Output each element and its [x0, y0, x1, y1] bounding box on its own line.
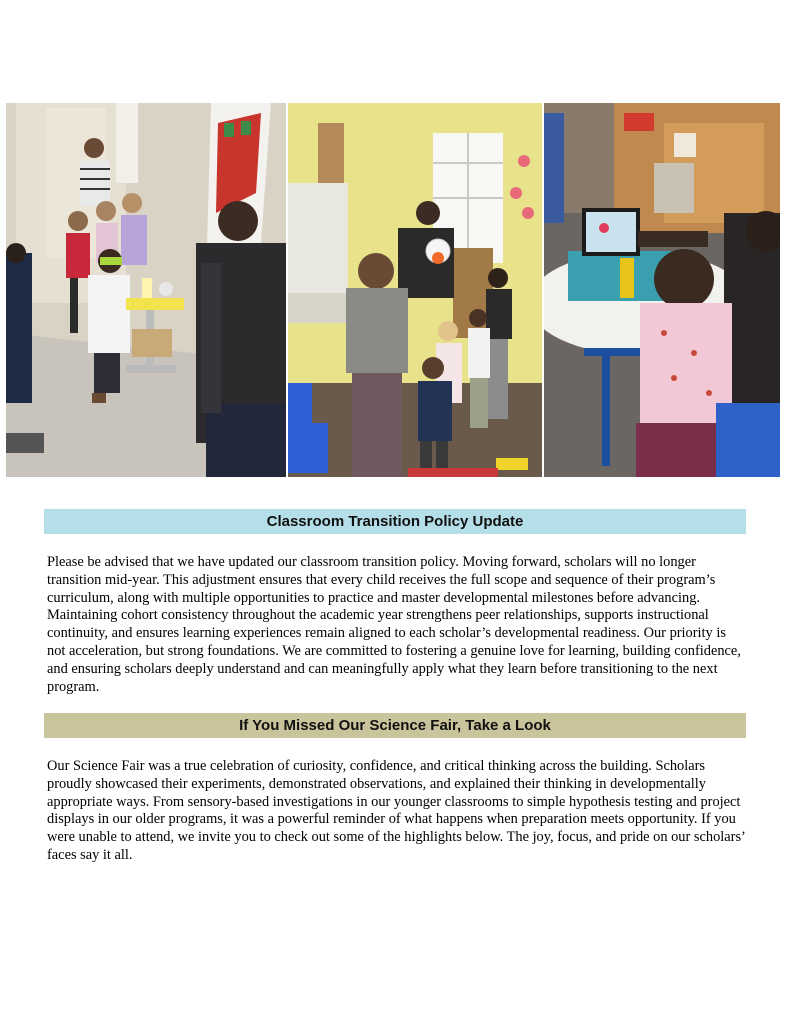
section-title: If You Missed Our Science Fair, Take a Look [239, 717, 551, 734]
transition-policy-paragraph: Please be advised that we have updated our classroom transition policy. Moving forward, scholars will no longer transition mid-year. This adjustment ensures that every child receives the full scope and sequence of their program’s curriculum, along with multiple opportunities to practice and master developmental milestones before advancing. Maintaining cohort consistency throughout the academic year strengthens peer relationships, supports instructional continuity, and ensures learning experiences remain aligned to each scholar’s developmental readiness. Our priority is not acceleration, but strong foundations. We are committed to fostering a genuine love for learning, building confidence, and ensuring scholars deeply understand and can meaningfully apply what they learn before transitioning to the next program. [47, 554, 741, 695]
photo-strip [6, 103, 780, 477]
section-header-transition-policy [44, 509, 746, 534]
science-fair-photo-hallway [6, 103, 286, 477]
science-fair-paragraph: Our Science Fair was a true celebration of curiosity, confidence, and critical thinking across the building. Scholars proudly showcased their experiments, demonstrated observations, and explained their thinking in developmentally appropriate ways. From sensory-based investigations in our younger classrooms to simple hypothesis testing and project displays in our older programs, it was a powerful reminder of what happens when preparation meets opportunity. If you were unable to attend, we invite you to check out some of the highlights below. The joy, focus, and pride on our scholars’ faces say it all. [47, 758, 745, 863]
section-header-science-fair [44, 713, 746, 738]
science-fair-photo-classroom [288, 103, 542, 477]
science-fair-photo-tablet [544, 103, 780, 477]
section-title: Classroom Transition Policy Update [266, 513, 524, 530]
